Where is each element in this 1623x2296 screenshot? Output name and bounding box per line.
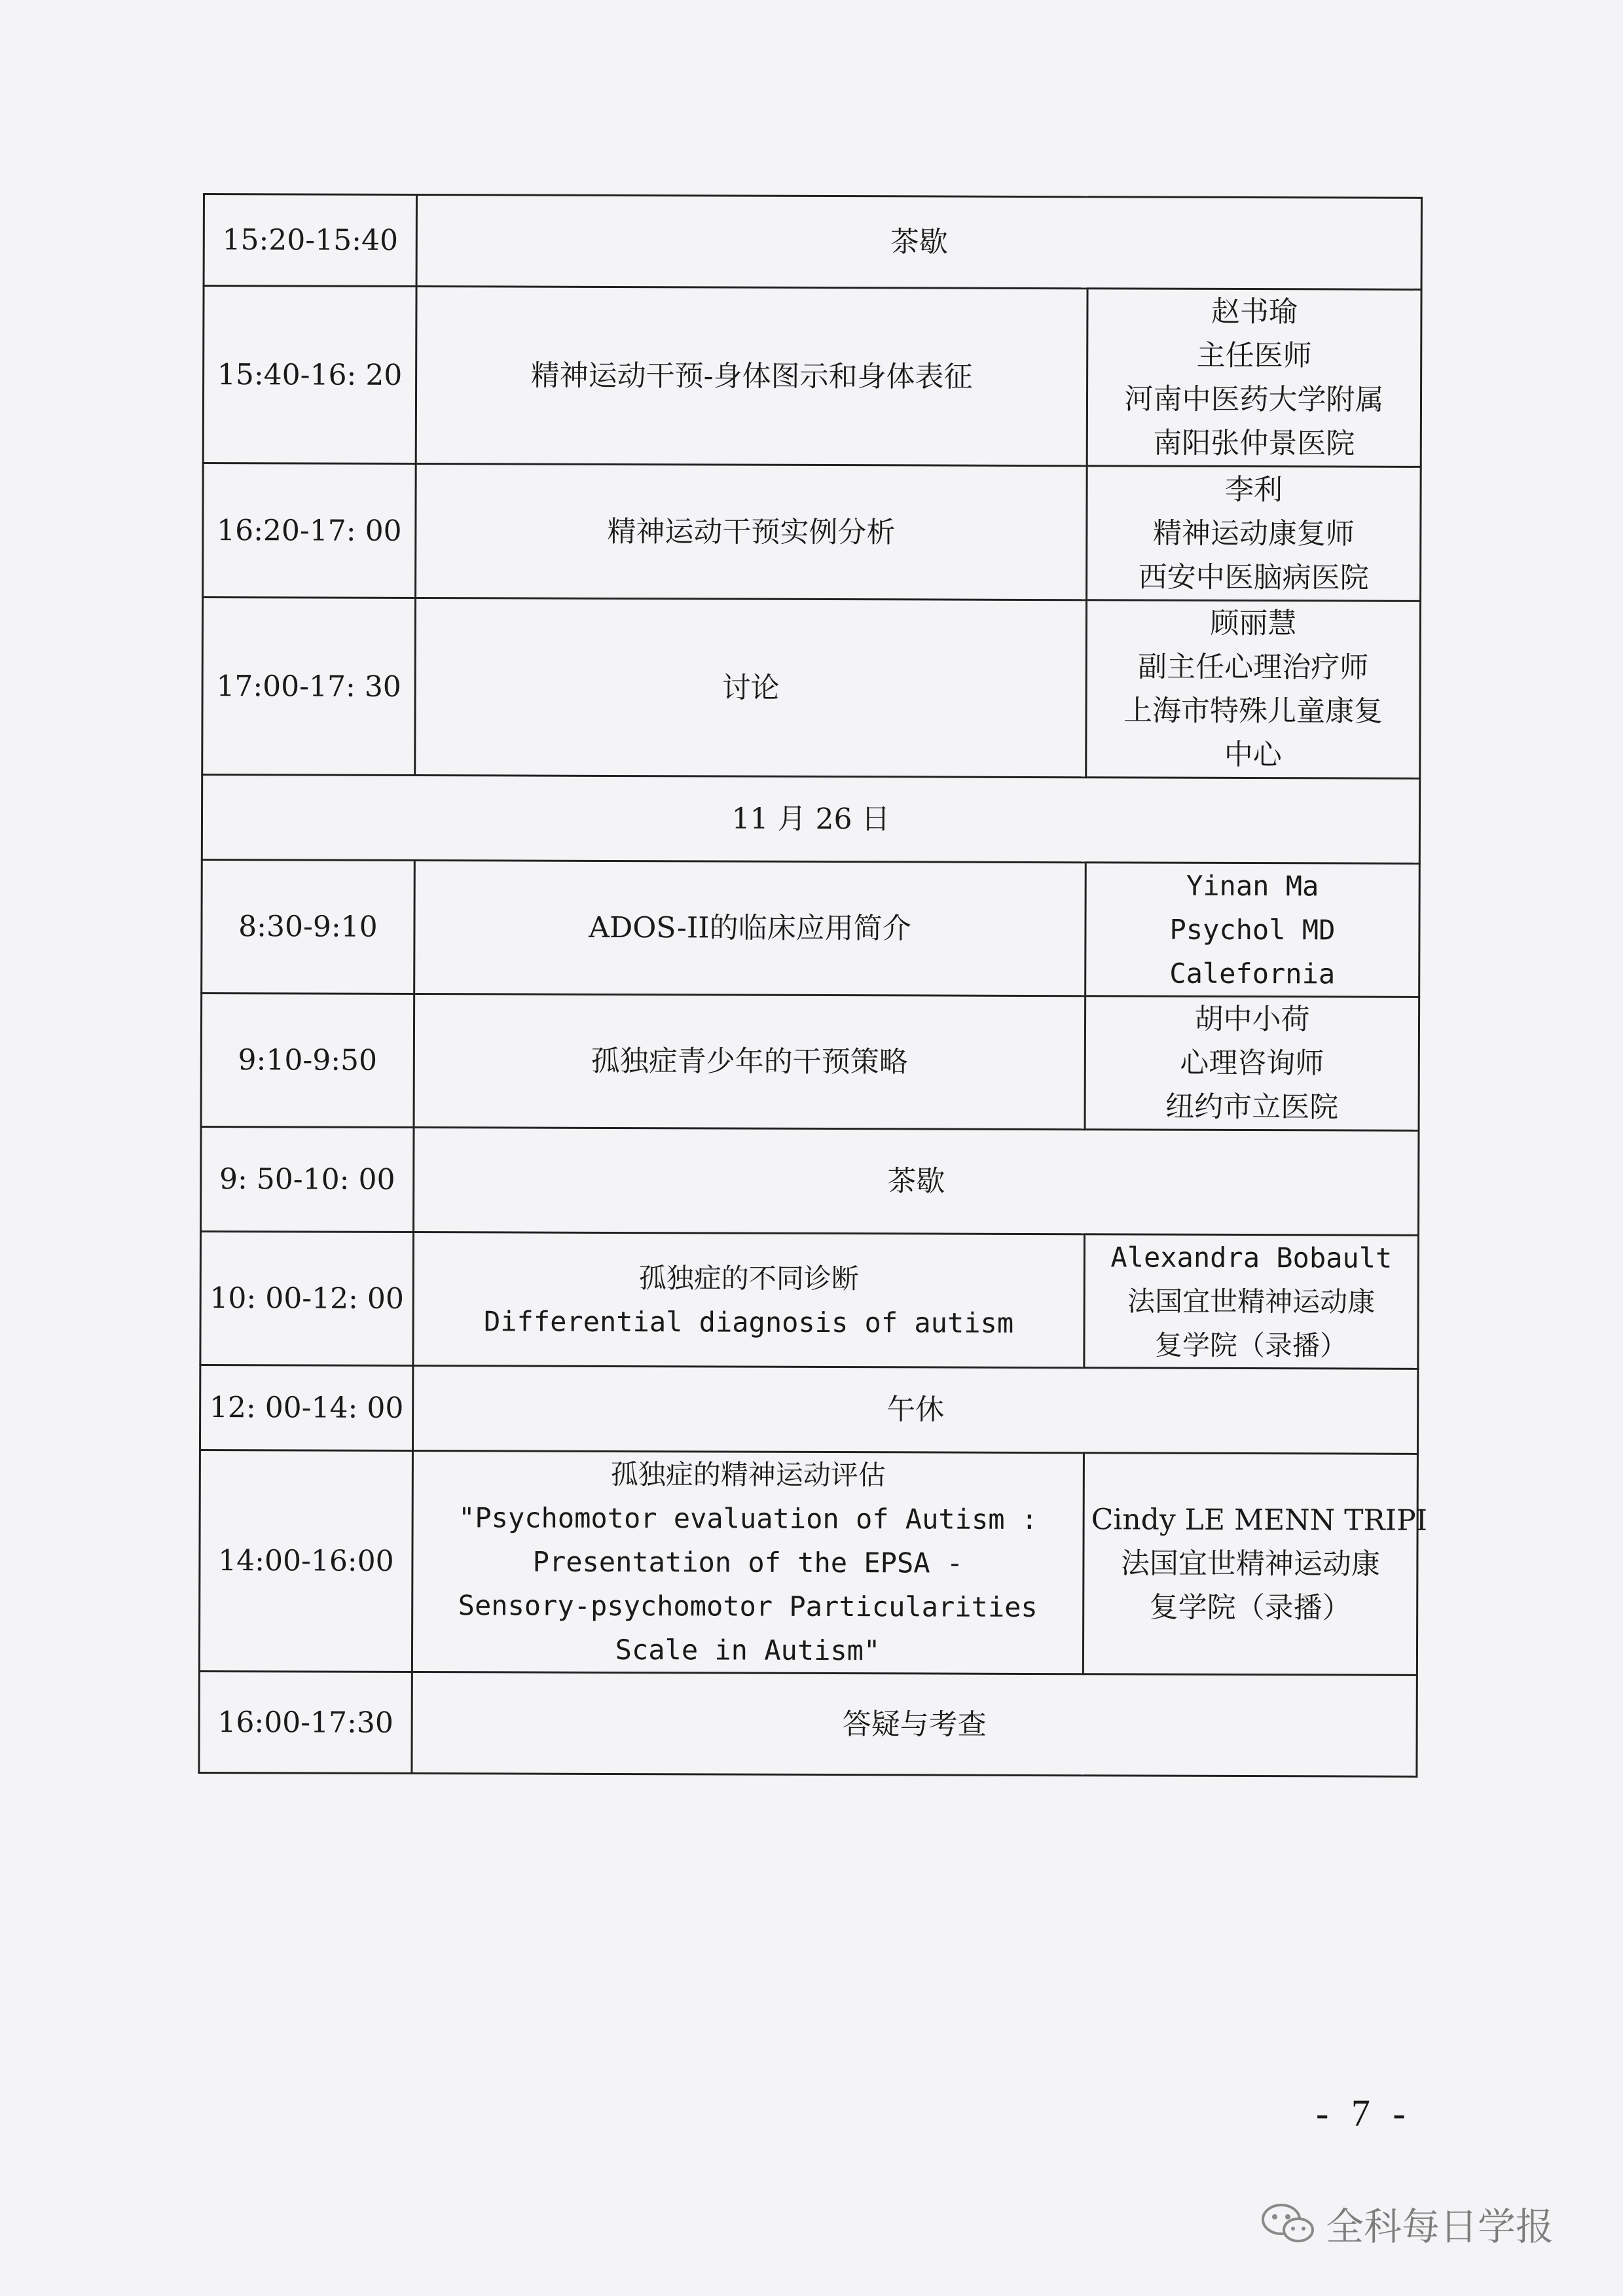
- speaker-affiliation: 法国宜世精神运动康: [1120, 1547, 1381, 1581]
- speaker-cell: [1084, 1234, 1419, 1369]
- speaker-name: Cindy LE MENN TRIPI: [1091, 1503, 1428, 1537]
- speaker-cell: [1086, 600, 1421, 779]
- time-cell: 15:20-15:40: [204, 194, 416, 287]
- speaker-title: 主任医师: [1196, 338, 1312, 373]
- time-cell: 8:30-9:10: [202, 859, 415, 994]
- topic-cell: [415, 598, 1087, 778]
- topic-line: ADOS-II的临床应用简介: [589, 910, 911, 946]
- table-row: [200, 1365, 1417, 1454]
- time-cell: 17:00-17: 30: [202, 598, 416, 776]
- table-row: [199, 1450, 1417, 1675]
- speaker-name: Yinan Ma: [1186, 869, 1319, 903]
- topic-cell: [416, 287, 1087, 466]
- speaker-name: 赵书瑜: [1211, 295, 1298, 329]
- time-cell: 9: 50-10: 00: [201, 1126, 414, 1232]
- speaker-affiliation: 复学院（录播）: [1154, 1329, 1348, 1362]
- topic-cell: [414, 861, 1086, 996]
- schedule-table: [198, 193, 1428, 1778]
- speaker-cell: [1085, 996, 1419, 1131]
- speaker-affiliation: Calefornia: [1169, 957, 1336, 990]
- speaker-affiliation: 西安中医脑病医院: [1138, 560, 1369, 595]
- table-row: [202, 859, 1420, 997]
- page-number: - 7 -: [1316, 2092, 1412, 2134]
- time-cell: 9:10-9:50: [201, 993, 414, 1127]
- table-row: [202, 775, 1419, 864]
- topic-line: 精神运动干预-身体图示和身体表征: [530, 359, 973, 394]
- speaker-affiliation: 南阳张仲景医院: [1153, 426, 1355, 461]
- topic-cell: [414, 994, 1085, 1130]
- table-row: [202, 598, 1421, 779]
- watermark: [1260, 2196, 1554, 2251]
- topic-line: 精神运动干预实例分析: [607, 514, 896, 549]
- speaker-affiliation: 上海市特殊儿童康复: [1123, 694, 1383, 728]
- topic-cell: [412, 1451, 1084, 1674]
- speaker-title: Psychol MD: [1169, 913, 1336, 946]
- date-header: 11 月 26 日: [202, 775, 1419, 864]
- speaker-name: 李利: [1225, 473, 1283, 507]
- topic-line: 讨论: [721, 670, 780, 705]
- speaker-cell: [1083, 1453, 1428, 1676]
- table-row: [199, 1671, 1417, 1776]
- table-row: [200, 1231, 1419, 1369]
- time-cell: 14:00-16:00: [199, 1450, 412, 1672]
- topic-line: Differential diagnosis of autism: [483, 1304, 1014, 1339]
- table-row: [204, 194, 1421, 290]
- table-row: [203, 286, 1421, 467]
- speaker-affiliation: 复学院（录播）: [1149, 1590, 1351, 1625]
- break-cell: 答疑与考查: [412, 1672, 1417, 1777]
- topic-line: Sensory-psychomotor Particularities: [458, 1589, 1038, 1624]
- break-cell: 茶歇: [414, 1128, 1419, 1236]
- speaker-affiliation: 纽约市立医院: [1165, 1090, 1339, 1124]
- break-cell: 午休: [412, 1366, 1417, 1454]
- table-row: [201, 993, 1419, 1130]
- time-cell: 16:00-17:30: [199, 1671, 412, 1773]
- speaker-cell: [1087, 289, 1421, 467]
- topic-cell: [413, 1232, 1085, 1368]
- time-cell: 16:20-17: 00: [203, 463, 416, 598]
- table-row: [203, 463, 1421, 601]
- speaker-title: 心理咨询师: [1180, 1046, 1324, 1081]
- time-cell: 12: 00-14: 00: [200, 1365, 412, 1450]
- topic-cell: [416, 464, 1087, 600]
- speaker-name: 胡中小荷: [1194, 1002, 1310, 1037]
- speaker-cell: [1085, 863, 1420, 997]
- speaker-name: Alexandra Bobault: [1110, 1241, 1393, 1274]
- speaker-cell: [1087, 466, 1421, 601]
- speaker-affiliation: 河南中医药大学附属: [1124, 382, 1384, 417]
- topic-line: "Psychomotor evaluation of Autism :: [458, 1501, 1038, 1536]
- speaker-affiliation: 中心: [1224, 738, 1282, 772]
- speaker-title: 副主任心理治疗师: [1138, 650, 1369, 685]
- topic-line: 孤独症的不同诊断: [638, 1261, 859, 1295]
- table-row: [201, 1126, 1419, 1235]
- topic-line: Scale in Autism": [615, 1633, 881, 1667]
- speaker-affiliation: 法国宜世精神运动康: [1127, 1285, 1376, 1318]
- topic-line: 孤独症的精神运动评估: [610, 1458, 886, 1492]
- topic-line: 孤独症青少年的干预策略: [591, 1044, 908, 1079]
- wechat-icon: [1260, 2202, 1315, 2244]
- speaker-title: 精神运动康复师: [1152, 516, 1355, 551]
- break-cell: 茶歇: [416, 195, 1421, 290]
- watermark-text: 全科每日学报: [1326, 2204, 1554, 2249]
- time-cell: 10: 00-12: 00: [200, 1231, 414, 1365]
- topic-line: Presentation of the EPSA -: [532, 1545, 964, 1579]
- time-cell: 15:40-16: 20: [203, 286, 416, 464]
- speaker-name: 顾丽慧: [1210, 606, 1297, 641]
